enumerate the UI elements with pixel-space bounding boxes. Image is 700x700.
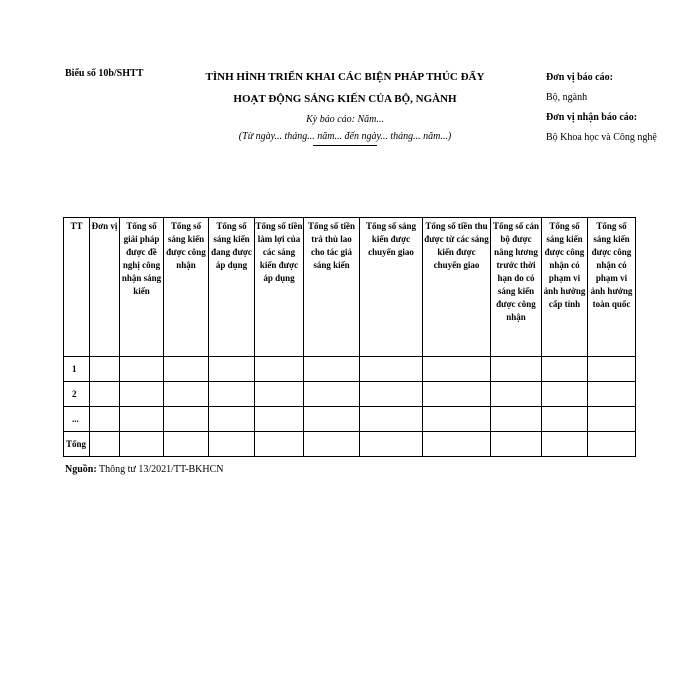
table-cell — [304, 357, 360, 382]
table-row — [64, 357, 636, 382]
header-cell: Tổng số sáng kiến đang được áp dụng — [209, 218, 255, 357]
table-cell — [423, 407, 491, 432]
table-cell — [120, 407, 164, 432]
total-row — [64, 432, 636, 457]
table-cell — [304, 382, 360, 407]
table-cell — [120, 432, 164, 457]
table-cell — [423, 357, 491, 382]
table-cell — [542, 432, 588, 457]
reporting-info — [546, 68, 696, 148]
table-cell — [542, 382, 588, 407]
table-cell — [360, 407, 423, 432]
table-cell — [90, 357, 120, 382]
reporting-unit-value: Bộ, ngành — [546, 92, 588, 103]
receiving-unit-label: Đơn vị nhận báo cáo: — [546, 112, 638, 123]
table-cell — [542, 357, 588, 382]
table-cell — [588, 432, 636, 457]
report-period: Kỳ báo cáo: Năm... — [306, 114, 384, 125]
table-cell — [90, 382, 120, 407]
source-value: Thông tư 13/2021/TT-BKHCN — [99, 464, 224, 475]
table-cell — [90, 407, 120, 432]
header-cell: Tổng số sáng kiến được công nhận có phạm vi ảnh hưởng cấp tỉnh — [542, 218, 588, 357]
table-cell — [164, 382, 209, 407]
table-cell — [423, 432, 491, 457]
title-block — [200, 66, 490, 146]
report-table — [63, 217, 636, 457]
table-cell — [209, 357, 255, 382]
header-cell: Tổng số giải pháp được đề nghị công nhận sáng kiến — [120, 218, 164, 357]
table-cell — [255, 432, 304, 457]
table-cell — [209, 382, 255, 407]
table-cell — [360, 357, 423, 382]
table-cell — [491, 382, 542, 407]
table-cell — [360, 382, 423, 407]
row-number: 2 — [64, 382, 90, 407]
table-cell — [491, 432, 542, 457]
table-cell — [209, 432, 255, 457]
title-underline — [313, 145, 377, 146]
table-cell — [164, 432, 209, 457]
header-cell: Tổng số cán bộ được nâng lương trước thời hạn do có sáng kiến được công nhận — [491, 218, 542, 357]
title-line-2: HOẠT ĐỘNG SÁNG KIẾN CỦA BỘ, NGÀNH — [233, 93, 457, 105]
table-cell — [255, 357, 304, 382]
title-line-1: TÌNH HÌNH TRIỂN KHAI CÁC BIỆN PHÁP THÚC ĐẨY — [205, 71, 485, 83]
table-cell — [120, 357, 164, 382]
table-cell — [255, 382, 304, 407]
header-cell: Tổng số tiền thu được từ các sáng kiến được chuyển giao — [423, 218, 491, 357]
table-cell — [255, 407, 304, 432]
table-cell — [491, 357, 542, 382]
table-row — [64, 382, 636, 407]
report-date-range: (Từ ngày... tháng... năm... đến ngày... tháng... năm...) — [238, 131, 452, 142]
total-label: Tổng — [64, 432, 90, 457]
table-cell — [209, 407, 255, 432]
reporting-unit-label: Đơn vị báo cáo: — [546, 72, 613, 83]
table-cell — [304, 432, 360, 457]
table-cell — [164, 407, 209, 432]
table-cell — [542, 407, 588, 432]
table-cell — [90, 432, 120, 457]
form-code: Biểu số 10b/SHTT — [65, 68, 144, 79]
table-cell — [304, 407, 360, 432]
header-cell: Tổng số sáng kiến được chuyển giao — [360, 218, 423, 357]
row-number: ... — [64, 407, 90, 432]
header-row — [64, 218, 636, 357]
table-cell — [588, 357, 636, 382]
header-cell: Tổng số tiền làm lợi của các sáng kiến được áp dụng — [255, 218, 304, 357]
source-note — [65, 464, 224, 475]
table-cell — [423, 382, 491, 407]
source-label: Nguồn: — [65, 464, 97, 475]
row-number: 1 — [64, 357, 90, 382]
table-cell — [588, 382, 636, 407]
header-cell: Tổng số sáng kiến được công nhận có phạm vi ảnh hưởng toàn quốc — [588, 218, 636, 357]
receiving-unit-value: Bộ Khoa học và Công nghệ — [546, 132, 657, 143]
table-cell — [164, 357, 209, 382]
table-cell — [588, 407, 636, 432]
header-cell: Tổng số tiền trả thù lao cho tác giả sáng kiến — [304, 218, 360, 357]
table-cell — [491, 407, 542, 432]
table-row — [64, 407, 636, 432]
header-cell: Tổng số sáng kiến được công nhận — [164, 218, 209, 357]
table-cell — [120, 382, 164, 407]
table-cell — [360, 432, 423, 457]
header-cell: Đơn vị — [90, 218, 120, 357]
header-cell: TT — [64, 218, 90, 357]
